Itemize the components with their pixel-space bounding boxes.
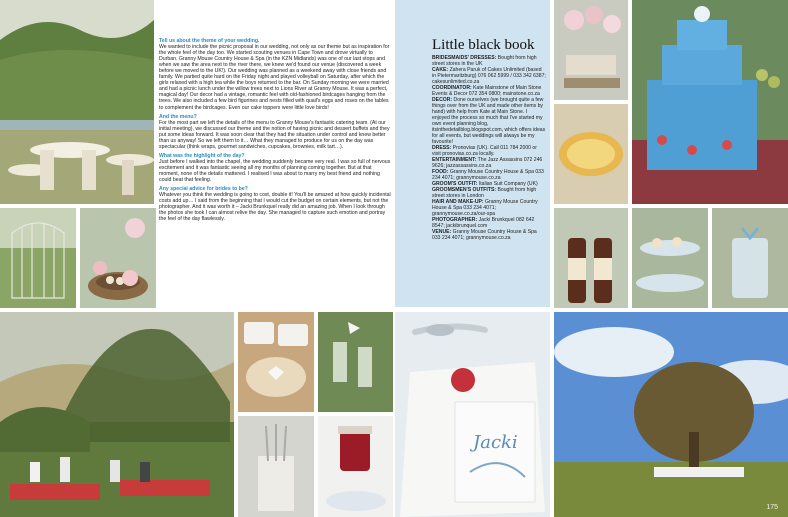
little-black-book-title: Little black book (432, 37, 535, 53)
page-number: 175 (766, 504, 778, 511)
cutlery-bag-photo (238, 416, 314, 517)
supplier-entry: ENTERTAINMENT: The Jazz Assassins 072 246 9626; jazzassassins.co.za (432, 157, 543, 169)
cupcake-stand-photo (632, 208, 708, 308)
supplier-entry: BRIDESMAIDS' DRESSES: Bought from high street stores in the UK (432, 55, 537, 67)
article-body (159, 38, 391, 225)
question-menu: And the menu? (159, 113, 197, 120)
reception-tables-photo (0, 0, 154, 204)
supplier-entry: HAIR AND MAKE-UP: Granny Mouse Country House & Spa 033 234 4071; grannymouse.co.za/our-spa (432, 199, 538, 217)
question-highlight: What was the highlight of the day? (159, 152, 245, 159)
birdcage-photo (0, 208, 76, 308)
jam-jar-photo (318, 416, 393, 517)
supplier-entry: CAKE: Zahera Paruk of Cakes Unlimited (based in Pietermaritzburg) 076 062 5999 / 033 342 6387; cakesunlimited.co.za (432, 67, 546, 85)
supplier-entry: FOOD: Granny Mouse Country House & Spa 033 234 4071; grannymouse.co.za (432, 169, 544, 181)
supplier-entry: GROOMSMEN'S OUTFITS: Bought from high street stores in London (432, 187, 537, 199)
question-advice: Any special advice for brides to be? (159, 186, 248, 193)
place-setting-photo (395, 312, 550, 517)
nest-roses-photo (80, 208, 156, 308)
tart-dessert-photo (554, 104, 628, 204)
picnic-food-photo (238, 312, 314, 412)
answer-theme: We wanted to include the picnic proposal in our wedding, not only as our theme but as inspiration for the whole feel of the day too. We started scouting venues in Cape Town and drove virtually to Durban. Granny Mouse Country House & Spa (in the KZN Midlands) was one of our last stops and when we saw the area next to the river there, we knew we'd found our venue (discovered a week before we moved to the UK!). Our wedding was planned as a weekend away with close friends and family. We partied quite hard on the Friday night and played volleyball on Saturday, after which the girls relaxed with a high tea while the boys returned to the bar. On Sunday morning we were married and had a picnic lunch under the willow trees next to Lions River at Granny Mouse. It was a perfect, magical day! Our decor had a vintage, romantic feel with old-fashioned birdcages hanging from the trees. We also included a few bird figurines and nests filled with quail's eggs and roses on the tables to complement the birdcages. Even our cake toppers were little love birds! (159, 44, 390, 111)
supplier-list (432, 55, 546, 241)
jar-drinks-photo (712, 208, 788, 308)
answer-advice: Whatever you think the wedding is going to cost, double it! You'll be amazed at how quickly incidental costs add up… I said from the beginning that I would cut the budget on certain elements, but not the photographer. And it was worth it – Jacki Brunkquel really did an amazing job. When I look through the photos she took I can almost relive the day. She managed to capture such emotion and portray the feel of the day flawlessly. (159, 192, 391, 223)
venue-tree-photo (554, 312, 788, 517)
place-card-name: Jacki (473, 432, 518, 453)
answer-menu: For the most part we left the details of the menu to Granny Mouse's fantastic catering team. (At our initial meeting), we discussed our theme and the notion of having picnic and dessert buffets and they put some ideas forward. It was soon clear that they had the situation under control and knew better than us anyway! So we left them to it… What they managed to produce for us on the day was spectacular (think wraps, gourmet sandwiches, cupcakes, brownies, milk tart…). (159, 119, 390, 150)
wedding-cake-photo (632, 0, 788, 204)
question-theme: Tell us about the theme of your wedding. (159, 38, 260, 44)
supplier-entry: VENUE: Granny Mouse Country House & Spa 033 234 4071; grannymouse.co.za (432, 229, 537, 241)
supplier-entry: GROOM'S OUTFIT: Italian Suit Company (UK) (432, 181, 538, 187)
supplier-entry: DRESS: Pronovias (UK). Call 011 784 2000 or visit pronovias.co.za locally. (432, 145, 537, 157)
ginger-beer-bottles-photo (554, 208, 628, 308)
little-black-book-panel (395, 0, 550, 307)
glasses-topper-photo (318, 312, 393, 412)
answer-highlight: Just before I walked into the chapel, the wedding suddenly became very real. I was so full of nervous excitement and it was fantastic seeing all my months of planning coming together. But at that moment, none of the details mattered. I realised I was about to marry my best friend and nothing could beat that feeling. (159, 158, 391, 184)
supplier-entry: COORDINATOR: Kate Mainstone of Main Stone Events & Decor 072 354 0800; mainstone.co.za (432, 85, 542, 97)
supplier-entry: DECOR: Done ourselves (we brought quite a few things over from the UK and made other items by hand) with help from Kate at Main Stone. I enjoyed the process so much that I've started my own event planning blog, itsinthedetailblog.blogspot.com, which offers ideas for all events, but weddings will always be my favourite! (432, 97, 546, 145)
teacup-flowers-photo (554, 0, 628, 100)
picnic-guests-photo (0, 312, 234, 517)
supplier-entry: PHOTOGRAPHER: Jacki Brunkquel 082 642 8547; jackibrunquel.com (432, 217, 535, 229)
